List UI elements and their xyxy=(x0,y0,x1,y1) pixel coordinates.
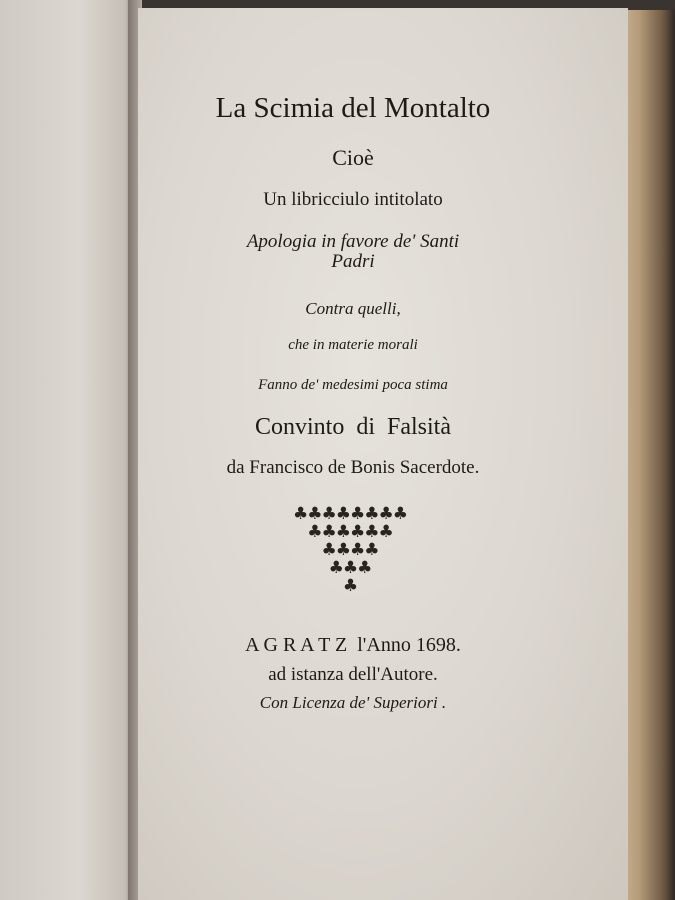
imprint-place-line: A G R A T Z l'Anno 1698. xyxy=(245,634,461,656)
cioe-line: Cioè xyxy=(332,145,374,170)
left-blank-page xyxy=(0,0,132,900)
fleuron-ornament: ♣♣♣♣♣♣♣♣ ♣♣♣♣♣♣ ♣♣♣♣ ♣♣♣ ♣ xyxy=(293,504,407,596)
work-title-line-2: Padri xyxy=(331,251,375,272)
subtitle-line: Un libricciulo intitolato xyxy=(263,189,443,210)
license-line: Con Licenza de' Superiori . xyxy=(259,693,447,712)
title-page xyxy=(138,8,628,900)
contra-line: Contra quelli, xyxy=(305,299,401,318)
fanno-line: Fanno de' medesimi poca stima xyxy=(258,377,448,393)
che-line: che in materie morali xyxy=(288,337,418,353)
convinto-line: Convinto di Falsità xyxy=(254,414,451,440)
imprint-instance-line: ad istanza dell'Autore. xyxy=(268,664,438,685)
book-title: La Scimia del Montalto xyxy=(215,92,491,124)
author-line: da Francisco de Bonis Sacerdote. xyxy=(226,457,480,478)
work-title-line-1: Apologia in favore de' Santi xyxy=(246,231,460,252)
